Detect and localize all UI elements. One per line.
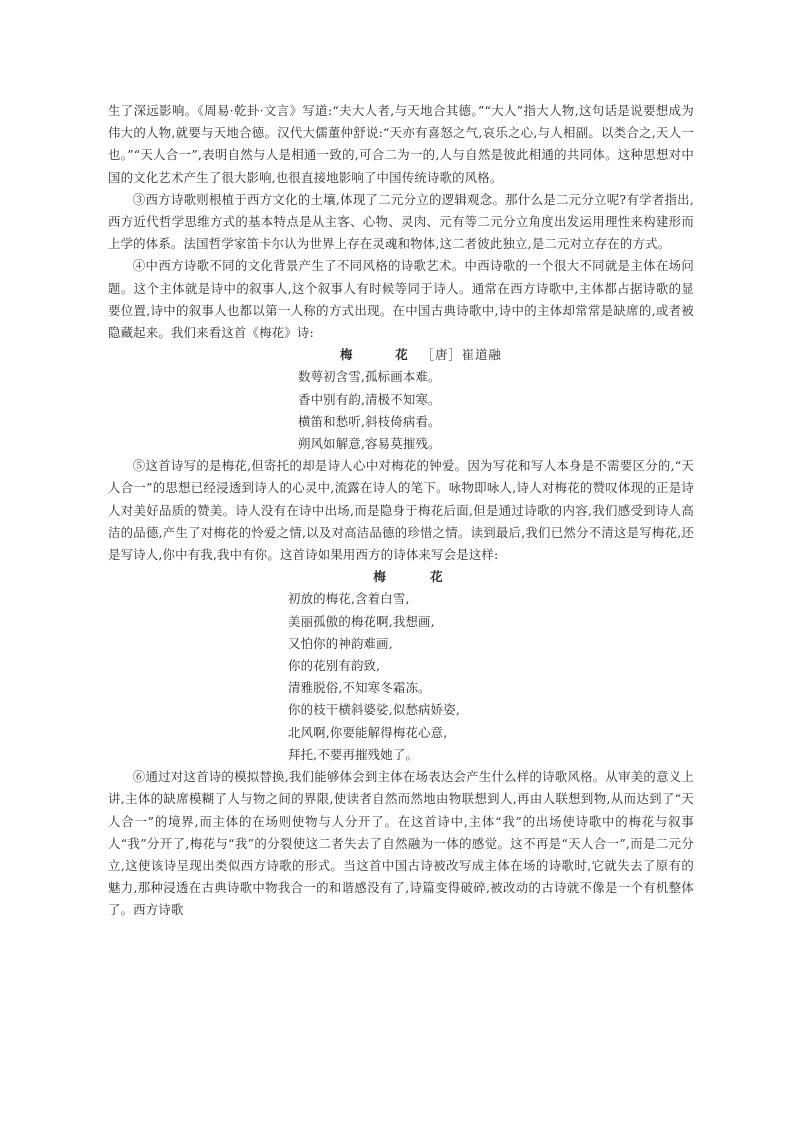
paragraph-6: ⑥通过对这首诗的模拟替换,我们能够体会到主体在场表达会产生什么样的诗歌风格。从审美的意义上讲,主体的缺席模糊了人与物之间的界限,使读者自然而然地由物联想到人,再由人联想到物,从而达到了“天人合一”的境界,而主体的在场则使物与人分开了。在这首诗中,主体“我”的出场使诗歌中的梅花与叙事人“我”分开了,梅花与“我”的分裂使这二者失去了自然融为一体的感觉。这不再是“天人合一”,而是二元分立,这使该诗呈现出类似西方诗歌的形式。当这首中国古诗被改写成主体在场的诗歌时,它就失去了原有的魅力,那种浸透在古典诗歌中物我合一的和谐感没有了,诗篇变得破碎,被改动的古诗就不像是一个有机整体了。西方诗歌 xyxy=(108,769,694,918)
poem2-title: 梅 花 xyxy=(373,569,459,585)
paragraph-4: ④中西方诗歌不同的文化背景产生了不同风格的诗歌艺术。中西诗歌的一个很大不同就是主体在场问题。这个主体就是诗中的叙事人,这个叙事人有时候等同于诗人。通常在西方诗歌中,主体都占据诗歌的显要位置,诗中的叙事人也都以第一人称的方式出现。在中国古典诗歌中,诗中的主体却常常是缺席的,或者被隐藏起来。我们来看这首《梅花》诗: xyxy=(108,258,694,341)
poem2-line: 又怕你的神韵难画, xyxy=(288,635,393,651)
poem2-line: 北风啊,你要能解得梅花心意, xyxy=(288,724,448,740)
poem2-line: 你的枝干横斜婆娑,似愁病娇姿, xyxy=(288,702,460,718)
document-page xyxy=(108,100,694,922)
poem1-line: 横笛和愁听,斜枝倚病看。 xyxy=(298,413,441,429)
poem1-line: 香中别有韵,清极不知寒。 xyxy=(298,391,441,407)
poem1-title: 梅 花 xyxy=(340,347,414,363)
poem2-line: 美丽孤傲的梅花啊,我想画, xyxy=(288,613,435,629)
poem1-line: 朔风如解意,容易莫摧残。 xyxy=(298,436,441,452)
poem1-author: ［唐］崔道融 xyxy=(421,347,502,363)
paragraph-5: ⑤这首诗写的是梅花,但寄托的却是诗人心中对梅花的钟爱。因为写花和写人本身是不需要区分的,“天人合一”的思想已经浸透到诗人的心灵中,流露在诗人的笔下。咏物即咏人,诗人对梅花的赞叹体现的正是诗人对美好品质的赞美。诗人没有在诗中出场,而是隐身于梅花后面,但是通过诗歌的内容,我们感受到诗人高洁的品德,产生了对梅花的怜爱之情,以及对高洁品德的珍惜之情。读到最后,我们已然分不清这是写梅花,还是写诗人,你中有我,我中有你。这首诗如果用西方的诗体来写会是这样: xyxy=(108,458,694,563)
poem2-line: 清雅脱俗,不知寒冬霜冻。 xyxy=(288,680,431,696)
poem1-line: 数萼初含雪,孤标画本难。 xyxy=(298,369,441,385)
poem2-line: 你的花别有韵致, xyxy=(288,658,381,674)
poem1-title-line xyxy=(108,344,694,366)
paragraph-intro: 生了深远影响。《周易·乾卦·文言》写道:“夫大人者,与天地合其德。”“大人”指大人物,这句话是说要想成为伟大的人物,就要与天地合德。汉代大儒董仲舒说:“天亦有喜怒之气,哀乐之心,与人相副。以类合之,天人一也。”“天人合一”,表明自然与人是相通一致的,可合二为一的,人与自然是彼此相通的共同体。这种思想对中国的文化艺术产生了很大影响,也很直接地影响了中国传统诗歌的风格。 xyxy=(108,103,694,185)
poem2-line: 拜托,不要再摧残她了。 xyxy=(288,746,419,762)
poem2-line: 初放的梅花,含着白雪, xyxy=(288,591,410,607)
paragraph-3: ③西方诗歌则根植于西方文化的土壤,体现了二元分立的逻辑观念。那什么是二元分立呢?有学者指出,西方近代哲学思维方式的基本特点是从主客、心物、灵肉、元有等二元分立角度出发运用理性来构建形而上学的体系。法国哲学家笛卡尔认为世界上存在灵魂和物体,这二者彼此独立,是二元对立存在的方式。 xyxy=(108,191,694,252)
